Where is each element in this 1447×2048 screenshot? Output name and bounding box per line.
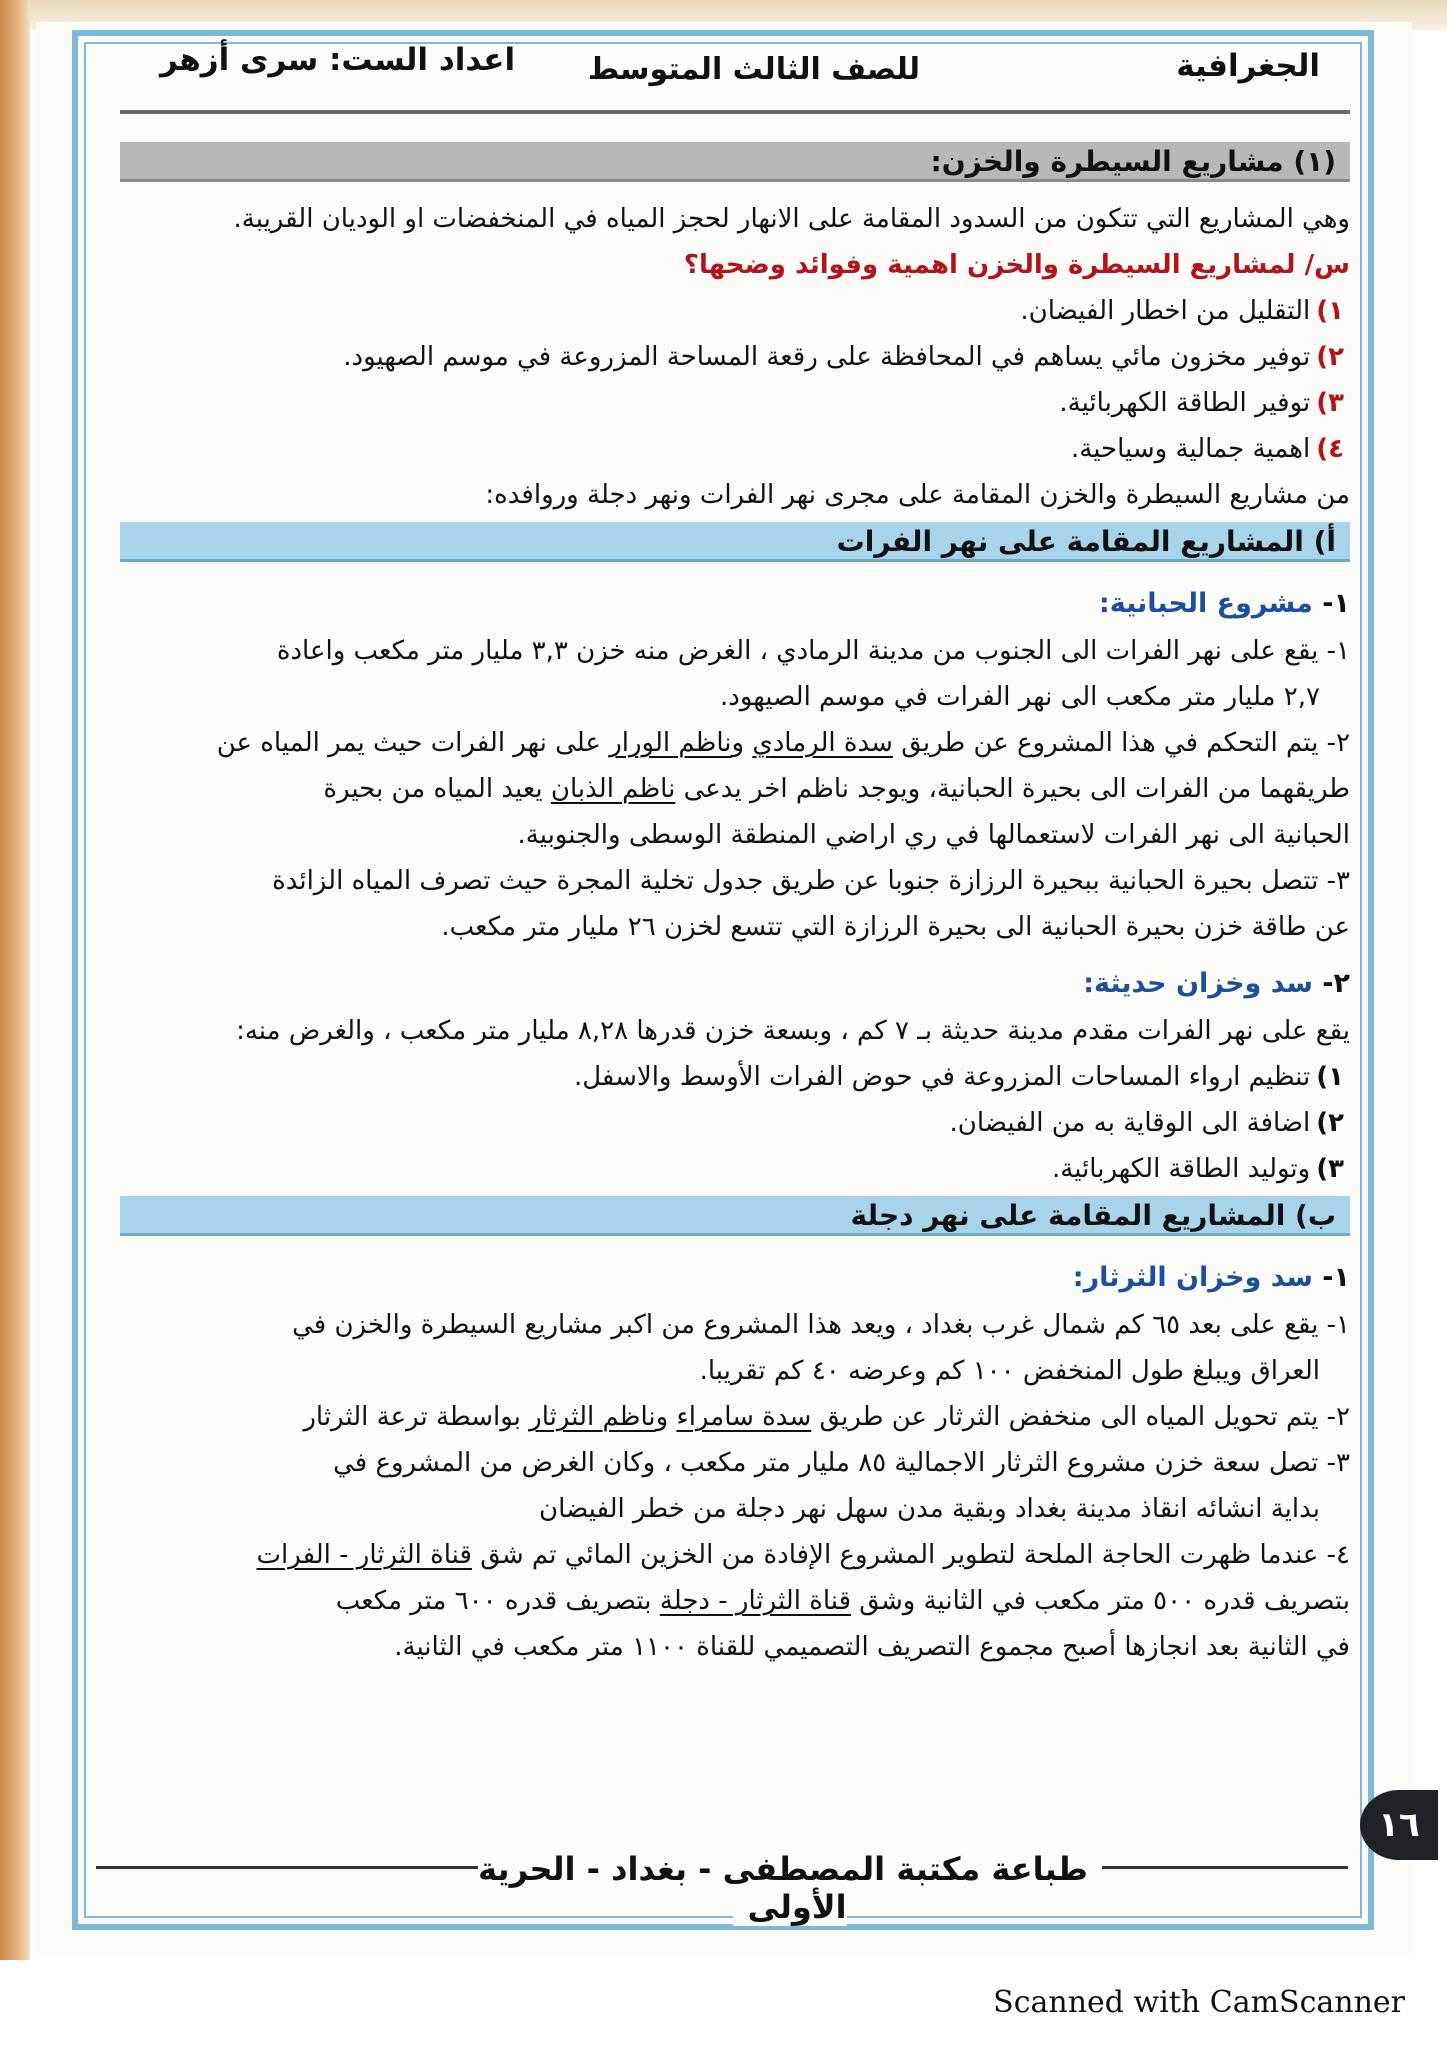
section-bar-tigris [120,1196,1350,1236]
haditha-item-number: ١) [1316,1062,1344,1092]
section-number: (١) [1293,145,1336,178]
benefit-number: ٣) [1316,388,1344,418]
section-title-control-storage [931,145,1337,178]
tharthar-point-4-cont [120,1578,1350,1624]
haditha-intro: يقع على نهر الفرات مقدم مدينة حديثة بـ ٧ كم ، وبسعة خزن قدرها ٨,٢٨ مليار متر مكعب ، والغرض منه: [236,1016,1350,1046]
haditha-item-text: وتوليد الطاقة الكهربائية. [1052,1154,1311,1184]
habbaniyah-point-2-cont [120,766,1350,812]
header-grade: للصف الثالث المتوسط [587,52,920,87]
benefit-number: ١) [1316,296,1344,326]
benefit-item [120,334,1350,380]
text-span: ٢- يتم التحكم في هذا المشروع عن طريق [892,728,1350,758]
habbaniyah-number: ١- [1322,588,1350,619]
benefit-item [120,288,1350,334]
definition-paragraph: وهي المشاريع التي تتكون من السدود المقامة على الانهار لحجز المياه في المنخفضات او الوديان القريبة. [233,204,1350,234]
text-span: و [731,728,753,758]
habbaniyah-point-1-cont: ٢,٧ مليار متر مكعب الى نهر الفرات في موسم الصيهود. [720,682,1320,712]
euphrates-title: أ) المشاريع المقامة على نهر الفرات [836,525,1336,558]
benefit-text: اهمية جمالية وسياحية. [1070,434,1311,464]
tharthar-point-3: ٣- تصل سعة خزن مشروع الثرثار الاجمالية ٨٥ مليار متر مكعب ، وكان الغرض من المشروع في [333,1448,1350,1478]
underlined-term: ناظم الثرثار [529,1402,656,1432]
habbaniyah-point-2 [120,720,1350,766]
haditha-item-number: ٢) [1316,1108,1344,1138]
tharthar-title: سد وخزان الثرثار: [1072,1262,1313,1293]
benefit-text: توفير الطاقة الكهربائية. [1059,388,1311,418]
page-header [120,40,1350,114]
habbaniyah-title: مشروع الحبانية: [1098,588,1313,619]
benefit-text: التقليل من اخطار الفيضان. [1020,296,1311,326]
header-subject: الجغرافية [1176,48,1320,84]
text-span: بتصريف قدره ٦٠٠ متر مكعب [335,1586,660,1616]
footer-printer [470,1850,1110,1926]
benefit-item [120,380,1350,426]
tharthar-point-4 [120,1532,1350,1578]
haditha-item-number: ٣) [1316,1154,1344,1184]
haditha-number: ٢- [1322,968,1350,999]
text-span: يعيد المياه من بحيرة [323,774,551,804]
tharthar-point-1: ١- يقع على بعد ٦٥ كم شمال غرب بغداد ، ويعد هذا المشروع من اكبر مشاريع السيطرة والخزن في [292,1310,1350,1340]
habbaniyah-point-3-cont: عن طاقة خزن بحيرة الحبانية الى بحيرة الرزازة التي تتسع لخزن ٢٦ مليار متر مكعب. [441,912,1350,942]
habbaniyah-point-2-cont: الحبانية الى نهر الفرات لاستعمالها في ري اراضي المنطقة الوسطى والجنوبية. [517,820,1350,850]
underlined-term: سدة سامراء [676,1402,812,1432]
text-span: بواسطة ترعة الثرثار [303,1402,530,1432]
tharthar-point-1-cont: العراق ويبلغ طول المنخفض ١٠٠ كم وعرضه ٤٠ كم تقريبا. [699,1356,1320,1386]
habbaniyah-point-3: ٣- تتصل بحيرة الحبانية ببحيرة الرزازة جنوبا عن طريق جدول تخلية المجرة حيث تصرف المياه الزائدة [272,866,1350,896]
haditha-item-text: تنظيم ارواء المساحات المزروعة في حوض الفرات الأوسط والاسفل. [573,1062,1311,1092]
benefit-number: ٢) [1316,342,1344,372]
haditha-title: سد وخزان حديثة: [1083,968,1313,999]
text-span: ٤- عندما ظهرت الحاجة الملحة لتطوير المشروع الإفادة من الخزين المائي تم شق [471,1540,1350,1570]
haditha-heading [120,960,1350,1008]
section-bar-euphrates [120,522,1350,562]
text-span: بتصريف قدره ٥٠٠ متر مكعب في الثانية وشق [851,1586,1350,1616]
text-span: ٢- يتم تحويل المياه الى منخفض الثرثار عن طريق [811,1402,1350,1432]
tharthar-point-4-cont: في الثانية بعد انجازها أصبح مجموع التصريف التصميمي للقناة ١١٠٠ متر مكعب في الثانية. [394,1632,1350,1662]
projects-intro: من مشاريع السيطرة والخزن المقامة على مجرى نهر الفرات ونهر دجلة وروافده: [485,480,1350,510]
text-span: طريقهما من الفرات الى بحيرة الحبانية، ويوجد ناظم اخر يدعى [675,774,1350,804]
underlined-term: ناظم الورار [609,728,732,758]
tharthar-heading [120,1254,1350,1302]
habbaniyah-point-1: ١- يقع على نهر الفرات الى الجنوب من مدينة الرمادي ، الغرض منه خزن ٣,٣ مليار متر مكعب واعادة [276,636,1350,666]
text-span: على نهر الفرات حيث يمر المياه عن [216,728,610,758]
benefit-text: توفير مخزون مائي يساهم في المحافظة على رقعة المساحة المزروعة في موسم الصهيود. [343,342,1311,372]
haditha-item [120,1100,1350,1146]
header-author: اعداد الست: سرى أزهر [160,42,516,78]
tigris-title: ب) المشاريع المقامة على نهر دجلة [850,1199,1336,1232]
underlined-term: قناة الثرثار - الفرات [256,1540,472,1570]
underlined-term: سدة الرمادي [752,728,893,758]
tharthar-point-3-cont: بداية انشائه انقاذ مدينة بغداد وبقية مدن سهل نهر دجلة من خطر الفيضان [539,1494,1320,1524]
camscanner-watermark: Scanned with CamScanner [993,1985,1405,2020]
haditha-item [120,1054,1350,1100]
benefit-number: ٤) [1316,434,1344,464]
footer-printer-text: طباعة مكتبة المصطفى - بغداد - الحرية الأولى [478,1850,1102,1926]
section-bar-control-storage [120,142,1350,182]
question-line: س/ لمشاريع السيطرة والخزن اهمية وفوائد وضحها؟ [683,250,1350,280]
page-content [120,40,1350,1670]
section-title-text: مشاريع السيطرة والخزن: [930,145,1284,178]
benefit-item [120,426,1350,472]
underlined-term: قناة الثرثار - دجلة [659,1586,852,1616]
tharthar-number: ١- [1322,1262,1350,1293]
tharthar-point-2 [120,1394,1350,1440]
text-span: و [655,1402,677,1432]
habbaniyah-heading [120,580,1350,628]
haditha-item-text: اضافة الى الوقاية به من الفيضان. [949,1108,1311,1138]
page-number-badge: ١٦ [1360,1790,1438,1860]
underlined-term: ناظم الذبان [550,774,676,804]
haditha-item [120,1146,1350,1192]
scan-edge-left [0,0,30,1960]
